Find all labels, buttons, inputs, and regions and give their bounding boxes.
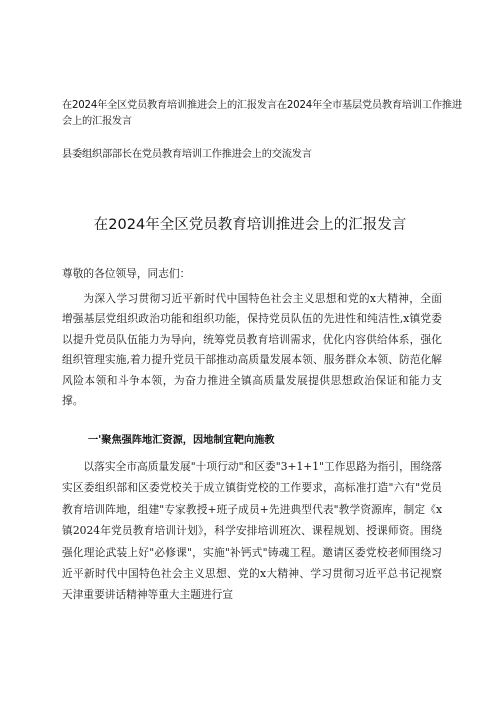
greeting: 尊敬的各位领导，同志们： xyxy=(62,267,191,280)
toc-item: 在2024年全区党员教育培训推进会上的汇报发言在2024年全市基层党员教育培训工作推进会上的汇报发言 xyxy=(62,100,462,127)
paragraph: 为深入学习贯彻习近平新时代中国特色社会主义思想和党的x大精神，全面增强基层党组织政治功能和组织功能，保持党员队伍的先进性和纯洁性,x镇党委以提升党员队伍能力为导向，统筹党员教育培训需求，优化内容供给体系，强化组织管理实施,着力提升党员干部推动高质量发展本领、服务群众本领、防范化解风险本领和斗争本领，为奋力推进全镇高质量发展提供思想政治保证和能力支撑。 xyxy=(62,292,442,408)
article-title: 在2024年全区党员教育培训推进会上的汇报发言 xyxy=(93,217,407,233)
section-heading: 一'聚焦强阵地汇资源，因地制宜靶向施教 xyxy=(88,435,275,446)
toc-item: 县委组织部部长在党员教育培训工作推进会上的交流发言 xyxy=(62,149,312,160)
paragraph: 以落实全市高质量发展"十项行动"和区委"3+1+1"工作思路为指引，围绕落实区委组织部和区委党校关于成立镇街党校的工作要求，高标准打造"六有"党员教育培训阵地，组建"专家教授+班子成员+先进典型代表"教学资源库，制定《x镇2024年党员教育培训计划》，科学安排培训班次、课程规划、授课师资。围绕强化理论武装上好"必修课"，实施"补钙式"铸魂工程。邀请区委党校老师围绕习近平新时代中国特色社会主义思想、党的x大精神、学习贯彻习近平总书记视察天津重要讲话精神等重大主题进行宣 xyxy=(62,460,442,602)
